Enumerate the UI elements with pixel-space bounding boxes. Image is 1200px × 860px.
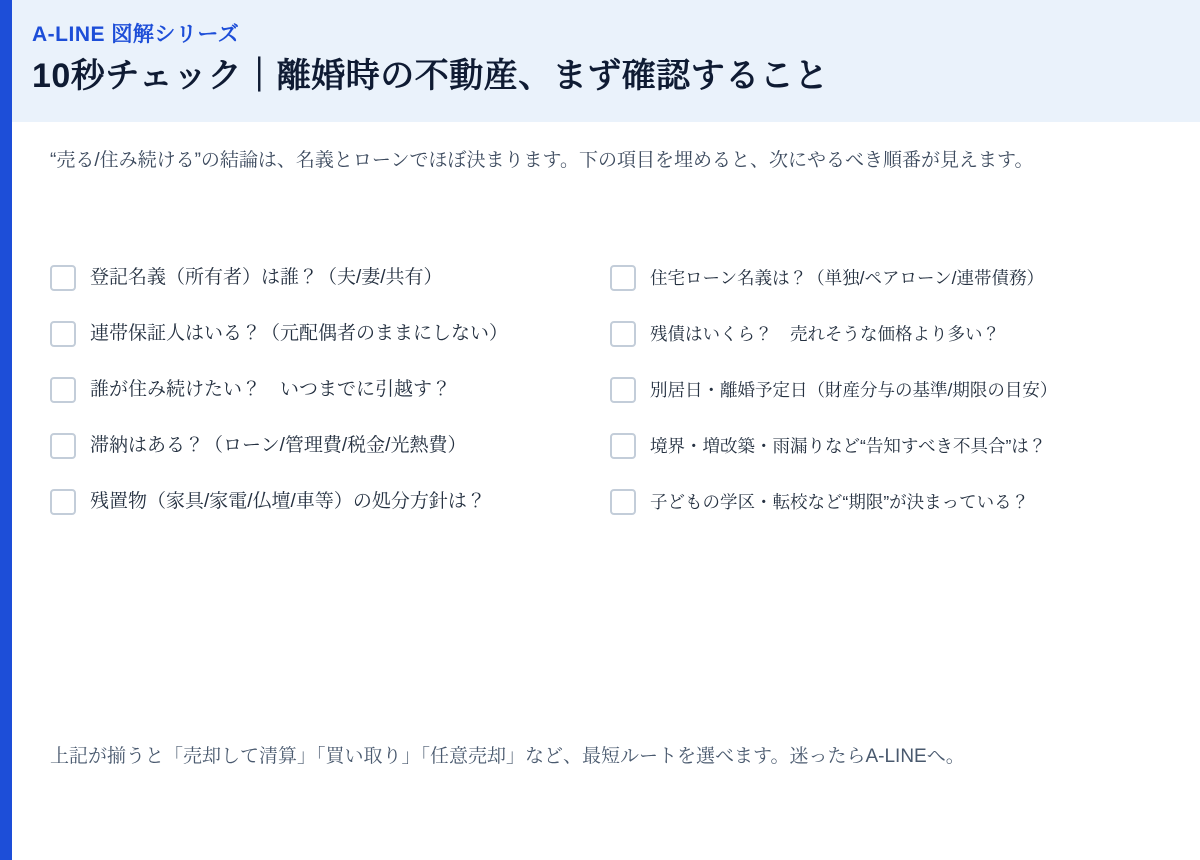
series-eyebrow: A-LINE 図解シリーズ: [32, 23, 240, 46]
checkbox-icon[interactable]: [610, 489, 636, 515]
checklist-item[interactable]: [610, 418, 1160, 474]
checkbox-icon[interactable]: [50, 377, 76, 403]
checklist-item[interactable]: [610, 474, 1160, 530]
checklist-item-label: 登記名義（所有者）は誰？（夫/妻/共有）: [90, 266, 443, 288]
checkbox-icon[interactable]: [50, 265, 76, 291]
checklist-item[interactable]: [50, 306, 610, 362]
checkbox-icon[interactable]: [50, 321, 76, 347]
intro-paragraph: “売る/住み続ける”の結論は、名義とローンでほぼ決まります。下の項目を埋めると、次にやるべき順番が見えます。: [50, 150, 1034, 171]
checklist-item[interactable]: [610, 306, 1160, 362]
page-title: 10秒チェック｜離婚時の不動産、まず確認すること: [32, 57, 829, 96]
checkbox-icon[interactable]: [50, 489, 76, 515]
footer-note: 上記が揃うと「売却して清算」「買い取り」「任意売却」など、最短ルートを選べます。迷ったらA-LINEへ。: [50, 746, 965, 767]
checklist-item-label: 境界・増改築・雨漏りなど“告知すべき不具合”は？: [650, 435, 1047, 456]
checklist-item[interactable]: [50, 474, 610, 530]
checklist-item[interactable]: [50, 362, 610, 418]
checkbox-icon[interactable]: [610, 265, 636, 291]
checklist-item-label: 子どもの学区・転校など“期限”が決まっている？: [650, 491, 1030, 512]
checkbox-icon[interactable]: [50, 433, 76, 459]
checklist-item-label: 誰が住み続けたい？ いつまでに引越す？: [90, 378, 452, 400]
checklist-item[interactable]: [50, 418, 610, 474]
checklist-item-label: 残債はいくら？ 売れそうな価格より多い？: [650, 323, 1000, 344]
checklist-item-label: 滞納はある？（ローン/管理費/税金/光熱費）: [90, 434, 467, 456]
checklist-item[interactable]: [50, 250, 610, 306]
checklist-item-label: 別居日・離婚予定日（財産分与の基準/期限の目安）: [650, 379, 1058, 400]
checkbox-icon[interactable]: [610, 433, 636, 459]
left-accent-bar: [0, 0, 12, 860]
checkbox-icon[interactable]: [610, 321, 636, 347]
checklist-item-label: 連帯保証人はいる？（元配偶者のままにしない）: [90, 322, 509, 344]
checklist-item-label: 残置物（家具/家電/仏壇/車等）の処分方針は？: [90, 490, 486, 512]
checkbox-icon[interactable]: [610, 377, 636, 403]
checklist-item[interactable]: [610, 250, 1160, 306]
checklist-item[interactable]: [610, 362, 1160, 418]
header-banner: [12, 0, 1200, 122]
checklist-item-label: 住宅ローン名義は？（単独/ペアローン/連帯債務）: [650, 267, 1045, 288]
checklist: [50, 250, 1160, 530]
